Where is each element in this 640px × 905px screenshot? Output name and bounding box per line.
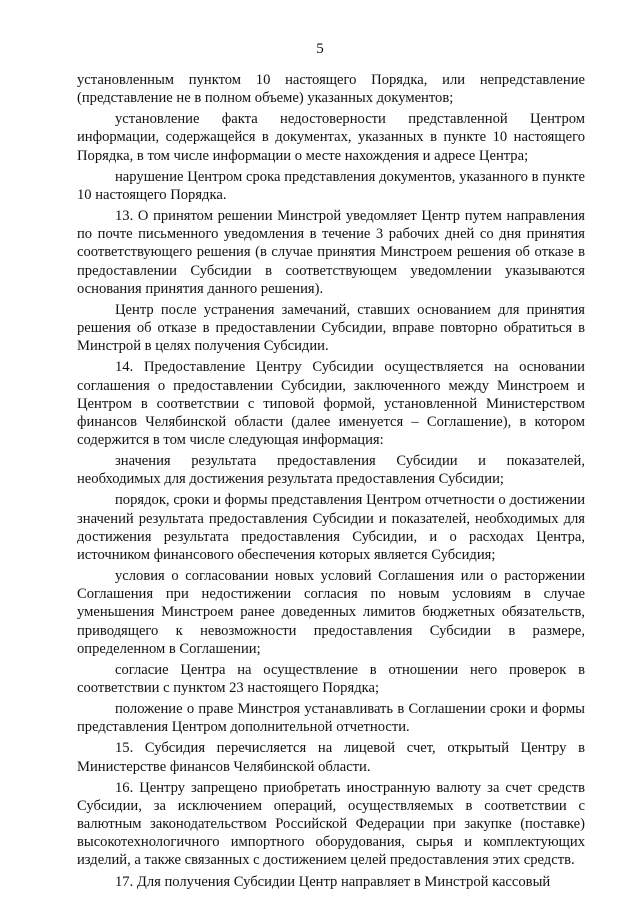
paragraph: 15. Субсидия перечисляется на лицевой счет, открытый Центру в Министерстве финансов Челябинской области. xyxy=(77,740,585,775)
page-number: 5 xyxy=(316,41,324,57)
paragraph: 14. Предоставление Центру Субсидии осуществляется на основании соглашения о предоставлении Субсидии, заключенного между Минстроем и Центром в соответствии с типовой формой, установленной Министерством финансов Челябинской области (далее именуется – Соглашение), в котором содержится в том числе следующая информация: xyxy=(77,359,585,448)
paragraph: установленным пунктом 10 настоящего Порядка, или непредставление (представление не в полном объеме) указанных документов; xyxy=(77,72,585,107)
paragraph: согласие Центра на осуществление в отношении него проверок в соответствии с пунктом 23 настоящего Порядка; xyxy=(77,661,585,696)
paragraph: условия о согласовании новых условий Соглашения или о расторжении Соглашения при недостижении согласия по новым условиям в случае уменьшения Минстроем ранее доведенных лимитов бюджетных обязательств, приводящего к невозможности предоставления Субсидии в размере, определенном в Соглашении; xyxy=(77,568,585,657)
document-body xyxy=(77,71,585,894)
paragraph: порядок, сроки и формы представления Центром отчетности о достижении значений результата предоставления Субсидии и показателей, необходимых для достижения результата предоставления Субсидии, и о расходах Центра, источником финансового обеспечения которых является Субсидия; xyxy=(77,492,585,563)
paragraph: 13. О принятом решении Минстрой уведомляет Центр путем направления по почте письменного уведомления в течение 3 рабочих дней со дня принятия соответствующего решения (в случае принятия Минстроем решения об отказе в предоставлении Субсидии в соответствующем уведомлении указываются основания принятия данного решения). xyxy=(77,208,585,297)
paragraph: нарушение Центром срока представления документов, указанного в пункте 10 настоящего Порядка. xyxy=(77,168,585,203)
paragraph: 16. Центру запрещено приобретать иностранную валюту за счет средств Субсидии, за исключением операций, осуществляемых в соответствии с валютным законодательством Российской Федерации при закупке (поставке) высокотехнологичного импортного оборудования, сырья и комплектующих изделий, а также связанных с достижением целей предоставления этих средств. xyxy=(77,779,585,869)
paragraph: Центр после устранения замечаний, ставших основанием для принятия решения об отказе в предоставлении Субсидии, вправе повторно обратиться в Минстрой в целях получения Субсидии. xyxy=(77,301,585,355)
paragraph: установление факта недостоверности представленной Центром информации, содержащейся в документах, указанных в пункте 10 настоящего Порядка, в том числе информации о месте нахождения и адресе Центра; xyxy=(77,111,585,164)
paragraph: значения результата предоставления Субсидии и показателей, необходимых для достижения результата предоставления Субсидии; xyxy=(77,453,585,488)
paragraph: 17. Для получения Субсидии Центр направляет в Минстрой кассовый xyxy=(115,873,551,890)
paragraph: положение о праве Минстроя устанавливать в Соглашении сроки и формы представления Центром дополнительной отчетности. xyxy=(77,701,585,736)
